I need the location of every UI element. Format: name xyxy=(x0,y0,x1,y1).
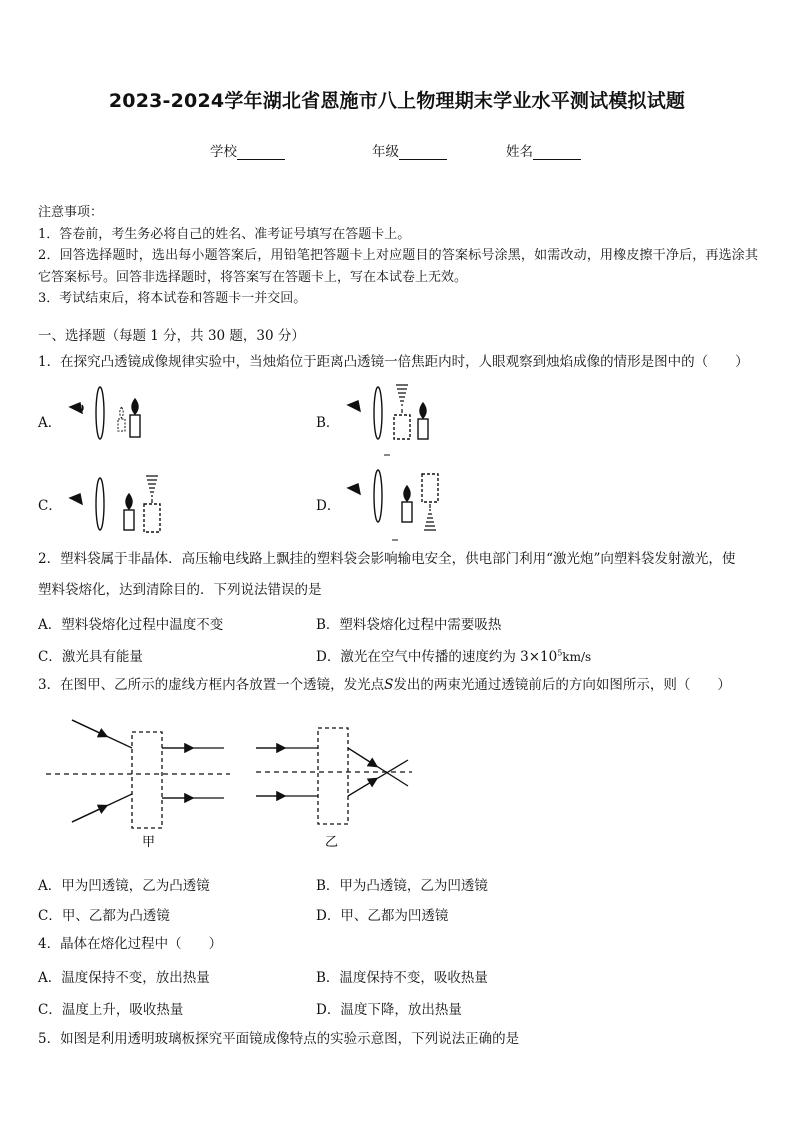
fig-label-jia: 甲 xyxy=(142,835,156,850)
name-blank[interactable] xyxy=(533,145,581,160)
candle-image xyxy=(144,504,160,532)
grade-label: 年级 xyxy=(372,144,399,160)
q3-option-d[interactable]: D．甲、乙都为凹透镜 xyxy=(316,908,449,924)
q1-option-b-figure xyxy=(346,383,446,458)
page-title: 2023-2024学年湖北省恩施市八上物理期末学业水平测试模拟试题 xyxy=(108,90,686,112)
notice-item-2: 2．回答选择题时，选出每小题答案后，用铅笔把答题卡上对应题目的答案标号涂黑，如需改动，用橡皮擦干净后，再选涂其它答案标号。回答非选择题时，将答案写在答题卡上，写在本试卷上无效。 xyxy=(38,248,758,285)
q3-stem-pre: 3．在图甲、乙所示的虚线方框内各放置一个透镜，发光点 xyxy=(38,677,385,693)
flame-icon xyxy=(404,486,410,501)
lens-shape xyxy=(374,387,382,439)
flame-icon xyxy=(132,399,138,414)
q4-option-b[interactable]: B．温度保持不变，吸收热量 xyxy=(316,970,488,986)
school-blank[interactable] xyxy=(237,145,285,160)
q2-option-a[interactable]: A．塑料袋熔化过程中温度不变 xyxy=(38,617,224,633)
section-heading: 一、选择题（每题 1 分，共 30 题，30 分） xyxy=(38,328,305,344)
notice-block xyxy=(38,202,758,310)
candle-image xyxy=(422,474,438,502)
q1-option-b-label[interactable]: B． xyxy=(316,415,340,431)
q5-stem: 5．如图是利用透明玻璃板探究平面镜成像特点的实验示意图，下列说法正确的是 xyxy=(38,1031,520,1047)
q2-option-d-unit: km/s xyxy=(562,650,592,664)
q2-option-d[interactable] xyxy=(316,645,591,665)
eye-icon xyxy=(348,401,360,411)
q4-option-d[interactable]: D．温度下降，放出热量 xyxy=(316,1002,462,1018)
q3-stem-s: S xyxy=(384,677,394,693)
q1-option-c-label[interactable]: C． xyxy=(38,498,62,514)
eye-icon xyxy=(70,403,83,413)
q2-stem-line2: 塑料袋熔化，达到清除目的．下列说法错误的是 xyxy=(38,582,322,598)
lens-box-jia xyxy=(132,732,162,828)
notice-heading: 注意事项： xyxy=(38,205,104,220)
q3-option-a[interactable]: A．甲为凹透镜，乙为凸透镜 xyxy=(38,878,210,894)
q1-option-d-label[interactable]: D． xyxy=(316,498,341,514)
notice-item-3: 3．考试结束后，将本试卷和答题卡一并交回。 xyxy=(38,291,307,306)
q4-option-a[interactable]: A．温度保持不变，放出热量 xyxy=(38,970,210,986)
lens-shape xyxy=(96,387,104,439)
q1-option-a-label[interactable]: A． xyxy=(38,415,62,431)
q3-option-b[interactable]: B．甲为凸透镜，乙为凹透镜 xyxy=(316,878,488,894)
q4-option-c[interactable]: C．温度上升，吸收热量 xyxy=(38,1002,184,1018)
q2-option-c[interactable]: C．激光具有能量 xyxy=(38,649,143,665)
lens-shape xyxy=(374,470,382,522)
q3-stem-post: 发出的两束光通过透镜前后的方向如图所示，则（ ） xyxy=(393,677,731,693)
candle-image xyxy=(118,419,125,431)
eye-icon xyxy=(70,494,82,504)
q1-option-d-figure xyxy=(346,468,446,548)
eye-icon xyxy=(348,484,360,494)
candle-icon xyxy=(418,419,428,439)
flame-icon xyxy=(420,403,426,418)
candle-icon xyxy=(130,415,140,437)
candle-icon xyxy=(124,510,134,530)
name-label: 姓名 xyxy=(506,144,533,160)
school-label: 学校 xyxy=(210,144,237,160)
q1-option-c-figure xyxy=(68,470,168,540)
q1-stem: 1．在探究凸透镜成像规律实验中，当烛焰位于距离凸透镜一倍焦距内时，人眼观察到烛焰成像的情形是图中的（ ） xyxy=(38,354,749,370)
candle-image xyxy=(394,415,410,439)
school-field[interactable] xyxy=(210,140,285,160)
fig-label-yi: 乙 xyxy=(325,835,339,850)
lens-shape xyxy=(96,478,104,530)
q2-option-d-exponent: 5 xyxy=(557,648,563,658)
q3-option-c[interactable]: C．甲、乙都为凸透镜 xyxy=(38,908,170,924)
flame-icon xyxy=(126,494,132,509)
notice-item-1: 1．答卷前，考生务必将自己的姓名、准考证号填写在答题卡上。 xyxy=(38,226,411,242)
grade-blank[interactable] xyxy=(399,145,447,160)
q3-stem xyxy=(38,674,731,696)
q2-option-d-text: D．激光在空气中传播的速度约为 3×10 xyxy=(316,649,558,665)
q1-option-a-figure xyxy=(68,385,158,445)
lens-box-yi xyxy=(318,728,348,824)
candle-icon xyxy=(402,502,412,522)
name-field[interactable] xyxy=(506,140,581,160)
q3-figure xyxy=(40,712,420,852)
q4-stem: 4．晶体在熔化过程中（ ） xyxy=(38,936,223,952)
q2-stem-line1: 2．塑料袋属于非晶体．高压输电线路上飘挂的塑料袋会影响输电安全，供电部门利用“激光炮”向塑料袋发射激光，使 xyxy=(38,551,736,567)
q2-option-b[interactable]: B．塑料袋熔化过程中需要吸热 xyxy=(316,617,502,633)
grade-field[interactable] xyxy=(372,140,447,160)
